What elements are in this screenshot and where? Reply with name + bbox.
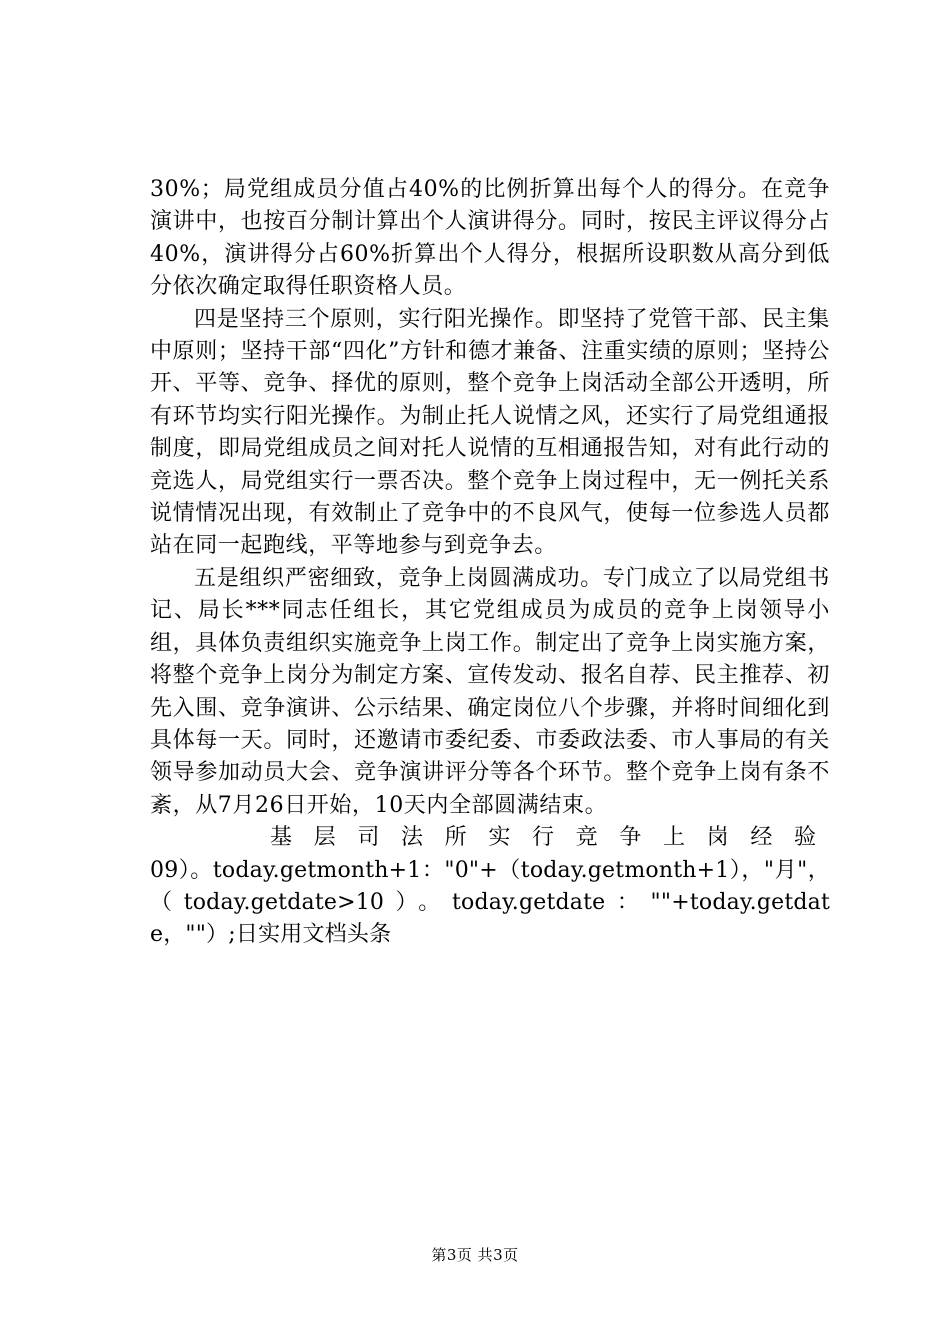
paragraph-principles: 四是坚持三个原则，实行阳光操作。即坚持了党管干部、民主集中原则；坚持干部“四化”方针和德才兼备、注重实绩的原则；坚持公开、平等、竞争、择优的原则，整个竞争上岗活动全部公开透明，所有环节均实行阳光操作。为制止托人说情之风，还实行了局党组通报制度，即局党组成员之间对托人说情的互相通报告知，对有此行动的竞选人，局党组实行一票否决。整个竞争上岗过程中，无一例托关系说情情况出现，有效制止了竞争中的不良风气，使每一位参选人员都站在同一起跑线，平等地参与到竞争去。: [150, 306, 830, 559]
code-text: 09）。today.getmonth+1："0"+（today.getmonth+1），"月"，（today.getdate>10）。today.getdate：""+today.getdate，""）;日实用文档头条: [150, 857, 830, 948]
page-footer: 第3页 共3页: [431, 1246, 519, 1264]
paragraph-organization: 五是组织严密细致，竞争上岗圆满成功。专门成立了以局党组书记、局长***同志任组长，其它党组成员为成员的竞争上岗领导小组，具体负责组织实施竞争上岗工作。制定出了竞争上岗实施方案，将整个竞争上岗分为制定方案、宣传发动、报名自荐、民主推荐、初先入围、竞争演讲、公示结果、确定岗位八个步骤，并将时间细化到具体每一天。同时，还邀请市委纪委、市委政法委、市人事局的有关领导参加动员大会、竞争演讲评分等各个环节。整个竞争上岗有条不紊，从7月26日开始，10天内全部圆满结束。: [150, 565, 830, 818]
document-body: [150, 174, 830, 952]
paragraph-scoring: 30%；局党组成员分值占40%的比例折算出每个人的得分。在竞争演讲中，也按百分制计算出个人演讲得分。同时，按民主评议得分占40%，演讲得分占60%折算出个人得分，根据所设职数从高分到低分依次确定取得任职资格人员。: [150, 177, 830, 300]
heading-line: 基层司法所实行竞争上岗经验: [270, 825, 830, 851]
